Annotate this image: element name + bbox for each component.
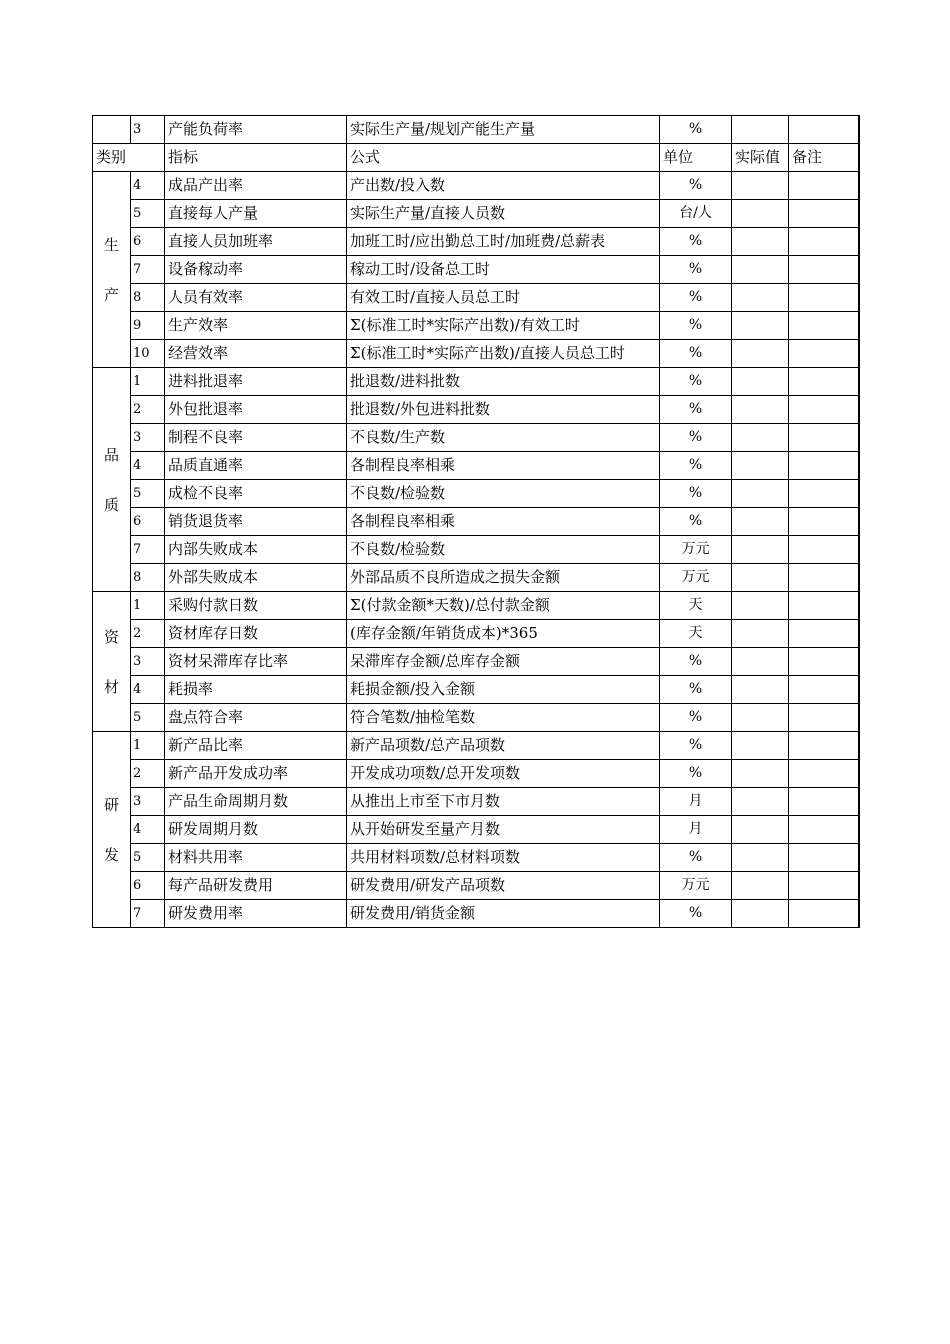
indicator-cell: 人员有效率 — [165, 284, 347, 312]
formula-cell: 不良数/生产数 — [347, 424, 660, 452]
category-cell — [93, 732, 131, 928]
row-number: 3 — [131, 424, 165, 452]
row-number: 4 — [131, 172, 165, 200]
row-number: 2 — [131, 760, 165, 788]
actual-value-cell — [732, 564, 789, 592]
unit-cell: % — [660, 284, 732, 312]
actual-value-cell — [732, 676, 789, 704]
category-label: 研发 — [104, 795, 120, 864]
kpi-table-body — [93, 116, 859, 928]
table-row — [93, 368, 859, 396]
table-row — [93, 396, 859, 424]
row-number: 3 — [131, 788, 165, 816]
remark-cell — [789, 172, 859, 200]
unit-cell: % — [660, 508, 732, 536]
remark-cell — [789, 480, 859, 508]
remark-cell — [789, 816, 859, 844]
unit-cell: 月 — [660, 816, 732, 844]
indicator-cell: 研发周期月数 — [165, 816, 347, 844]
row-number: 7 — [131, 256, 165, 284]
indicator-cell: 进料批退率 — [165, 368, 347, 396]
actual-value-cell — [732, 592, 789, 620]
unit-cell: % — [660, 732, 732, 760]
indicator-cell: 销货退货率 — [165, 508, 347, 536]
unit-cell: % — [660, 676, 732, 704]
row-number: 1 — [131, 592, 165, 620]
header-formula: 公式 — [347, 144, 660, 172]
indicator-cell: 新产品比率 — [165, 732, 347, 760]
unit-cell: % — [660, 396, 732, 424]
row-number: 2 — [131, 396, 165, 424]
table-row — [93, 200, 859, 228]
table-row — [93, 340, 859, 368]
indicator-cell: 产品生命周期月数 — [165, 788, 347, 816]
category-label: 品质 — [104, 445, 120, 514]
indicator-cell: 外包批退率 — [165, 396, 347, 424]
row-number: 4 — [131, 676, 165, 704]
actual-value-cell — [732, 620, 789, 648]
table-row — [93, 424, 859, 452]
table-row — [93, 872, 859, 900]
row-number: 2 — [131, 620, 165, 648]
formula-cell: 稼动工时/设备总工时 — [347, 256, 660, 284]
row-number: 6 — [131, 872, 165, 900]
formula-cell: 各制程良率相乘 — [347, 508, 660, 536]
table-row — [93, 116, 859, 144]
table-row — [93, 760, 859, 788]
row-number: 3 — [131, 648, 165, 676]
indicator-cell: 设备稼动率 — [165, 256, 347, 284]
indicator-cell: 内部失败成本 — [165, 536, 347, 564]
table-row — [93, 172, 859, 200]
unit-cell: 天 — [660, 592, 732, 620]
unit-cell: 天 — [660, 620, 732, 648]
table-row — [93, 788, 859, 816]
actual-value-cell — [732, 396, 789, 424]
unit-cell: 万元 — [660, 564, 732, 592]
remark-cell — [789, 396, 859, 424]
indicator-cell: 成检不良率 — [165, 480, 347, 508]
kpi-table — [92, 115, 860, 928]
header-actual: 实际值 — [732, 144, 789, 172]
row-number: 10 — [131, 340, 165, 368]
table-row — [93, 732, 859, 760]
table-row — [93, 480, 859, 508]
unit-cell: % — [660, 172, 732, 200]
row-number: 5 — [131, 200, 165, 228]
row-number: 4 — [131, 452, 165, 480]
row-number: 6 — [131, 508, 165, 536]
unit-cell: % — [660, 704, 732, 732]
table-row — [93, 844, 859, 872]
formula-cell: 产出数/投入数 — [347, 172, 660, 200]
unit-cell: 台/人 — [660, 200, 732, 228]
unit-cell: % — [660, 368, 732, 396]
row-number: 8 — [131, 564, 165, 592]
indicator-cell: 采购付款日数 — [165, 592, 347, 620]
indicator-cell: 研发费用率 — [165, 900, 347, 928]
remark-cell — [789, 676, 859, 704]
unit-cell: % — [660, 844, 732, 872]
category-label: 资材 — [104, 627, 120, 696]
formula-cell: Σ(标准工时*实际产出数)/直接人员总工时 — [347, 340, 660, 368]
table-row — [93, 648, 859, 676]
actual-value-cell — [732, 844, 789, 872]
formula-cell: 各制程良率相乘 — [347, 452, 660, 480]
row-number: 4 — [131, 816, 165, 844]
actual-value-cell — [732, 760, 789, 788]
remark-cell — [789, 452, 859, 480]
indicator-cell: 产能负荷率 — [165, 116, 347, 144]
remark-cell — [789, 508, 859, 536]
category-label: 生产 — [104, 235, 120, 304]
formula-cell: 外部品质不良所造成之损失金额 — [347, 564, 660, 592]
table-row — [93, 564, 859, 592]
actual-value-cell — [732, 340, 789, 368]
actual-value-cell — [732, 816, 789, 844]
unit-cell: % — [660, 480, 732, 508]
indicator-cell: 经营效率 — [165, 340, 347, 368]
indicator-cell: 品质直通率 — [165, 452, 347, 480]
table-row — [93, 284, 859, 312]
header-category: 类别 — [93, 144, 165, 172]
indicator-cell: 成品产出率 — [165, 172, 347, 200]
indicator-cell: 新产品开发成功率 — [165, 760, 347, 788]
row-number: 5 — [131, 844, 165, 872]
indicator-cell: 直接每人产量 — [165, 200, 347, 228]
actual-value-cell — [732, 536, 789, 564]
row-number: 3 — [131, 116, 165, 144]
formula-cell: (库存金额/年销货成本)*365 — [347, 620, 660, 648]
unit-cell: % — [660, 452, 732, 480]
row-number: 8 — [131, 284, 165, 312]
header-unit: 单位 — [660, 144, 732, 172]
remark-cell — [789, 284, 859, 312]
row-number: 7 — [131, 900, 165, 928]
indicator-cell: 直接人员加班率 — [165, 228, 347, 256]
row-number: 5 — [131, 704, 165, 732]
indicator-cell: 制程不良率 — [165, 424, 347, 452]
table-row — [93, 312, 859, 340]
actual-value-cell — [732, 648, 789, 676]
formula-cell: 批退数/进料批数 — [347, 368, 660, 396]
formula-cell: 不良数/检验数 — [347, 480, 660, 508]
remark-cell — [789, 340, 859, 368]
remark-cell — [789, 788, 859, 816]
formula-cell: 从推出上市至下市月数 — [347, 788, 660, 816]
row-number: 9 — [131, 312, 165, 340]
indicator-cell: 耗损率 — [165, 676, 347, 704]
actual-value-cell — [732, 508, 789, 536]
indicator-cell: 盘点符合率 — [165, 704, 347, 732]
formula-cell: 不良数/检验数 — [347, 536, 660, 564]
formula-cell: 有效工时/直接人员总工时 — [347, 284, 660, 312]
table-row — [93, 816, 859, 844]
actual-value-cell — [732, 172, 789, 200]
formula-cell: 新产品项数/总产品项数 — [347, 732, 660, 760]
remark-cell — [789, 844, 859, 872]
formula-cell: 共用材料项数/总材料项数 — [347, 844, 660, 872]
formula-cell: 研发费用/销货金额 — [347, 900, 660, 928]
formula-cell: 实际生产量/规划产能生产量 — [347, 116, 660, 144]
formula-cell: 呆滞库存金额/总库存金额 — [347, 648, 660, 676]
remark-cell — [789, 564, 859, 592]
category-cell — [93, 116, 131, 144]
header-remark: 备注 — [789, 144, 859, 172]
unit-cell: % — [660, 312, 732, 340]
formula-cell: 从开始研发至量产月数 — [347, 816, 660, 844]
formula-cell: 加班工时/应出勤总工时/加班费/总薪表 — [347, 228, 660, 256]
row-number: 1 — [131, 732, 165, 760]
unit-cell: % — [660, 648, 732, 676]
actual-value-cell — [732, 228, 789, 256]
remark-cell — [789, 900, 859, 928]
formula-cell: Σ(标准工时*实际产出数)/有效工时 — [347, 312, 660, 340]
remark-cell — [789, 592, 859, 620]
actual-value-cell — [732, 424, 789, 452]
table-row — [93, 704, 859, 732]
formula-cell: 研发费用/研发产品项数 — [347, 872, 660, 900]
remark-cell — [789, 116, 859, 144]
unit-cell: 月 — [660, 788, 732, 816]
table-row — [93, 228, 859, 256]
table-row — [93, 676, 859, 704]
table-row — [93, 900, 859, 928]
actual-value-cell — [732, 368, 789, 396]
remark-cell — [789, 648, 859, 676]
actual-value-cell — [732, 116, 789, 144]
row-number: 1 — [131, 368, 165, 396]
category-cell — [93, 592, 131, 732]
indicator-cell: 外部失败成本 — [165, 564, 347, 592]
formula-cell: 批退数/外包进料批数 — [347, 396, 660, 424]
header-indicator: 指标 — [165, 144, 347, 172]
actual-value-cell — [732, 284, 789, 312]
remark-cell — [789, 256, 859, 284]
indicator-cell: 资材呆滞库存比率 — [165, 648, 347, 676]
unit-cell: % — [660, 760, 732, 788]
table-row — [93, 256, 859, 284]
unit-cell: % — [660, 424, 732, 452]
unit-cell: % — [660, 228, 732, 256]
unit-cell: % — [660, 340, 732, 368]
formula-cell: 开发成功项数/总开发项数 — [347, 760, 660, 788]
table-row — [93, 620, 859, 648]
remark-cell — [789, 424, 859, 452]
actual-value-cell — [732, 256, 789, 284]
unit-cell: % — [660, 256, 732, 284]
actual-value-cell — [732, 900, 789, 928]
category-cell — [93, 368, 131, 592]
remark-cell — [789, 200, 859, 228]
actual-value-cell — [732, 704, 789, 732]
remark-cell — [789, 872, 859, 900]
formula-cell: 耗损金额/投入金额 — [347, 676, 660, 704]
category-cell — [93, 172, 131, 368]
unit-cell: 万元 — [660, 872, 732, 900]
unit-cell: % — [660, 900, 732, 928]
actual-value-cell — [732, 788, 789, 816]
indicator-cell: 每产品研发费用 — [165, 872, 347, 900]
table-row — [93, 536, 859, 564]
remark-cell — [789, 368, 859, 396]
indicator-cell: 生产效率 — [165, 312, 347, 340]
formula-cell: 符合笔数/抽检笔数 — [347, 704, 660, 732]
row-number: 6 — [131, 228, 165, 256]
table-row — [93, 452, 859, 480]
unit-cell: % — [660, 116, 732, 144]
actual-value-cell — [732, 312, 789, 340]
actual-value-cell — [732, 200, 789, 228]
actual-value-cell — [732, 452, 789, 480]
formula-cell: Σ(付款金额*天数)/总付款金额 — [347, 592, 660, 620]
table-row — [93, 508, 859, 536]
actual-value-cell — [732, 872, 789, 900]
remark-cell — [789, 536, 859, 564]
actual-value-cell — [732, 480, 789, 508]
indicator-cell: 资材库存日数 — [165, 620, 347, 648]
remark-cell — [789, 620, 859, 648]
table-row — [93, 592, 859, 620]
actual-value-cell — [732, 732, 789, 760]
remark-cell — [789, 732, 859, 760]
row-number: 7 — [131, 536, 165, 564]
remark-cell — [789, 760, 859, 788]
indicator-cell: 材料共用率 — [165, 844, 347, 872]
remark-cell — [789, 704, 859, 732]
row-number: 5 — [131, 480, 165, 508]
header-row — [93, 144, 859, 172]
remark-cell — [789, 228, 859, 256]
remark-cell — [789, 312, 859, 340]
unit-cell: 万元 — [660, 536, 732, 564]
formula-cell: 实际生产量/直接人员数 — [347, 200, 660, 228]
